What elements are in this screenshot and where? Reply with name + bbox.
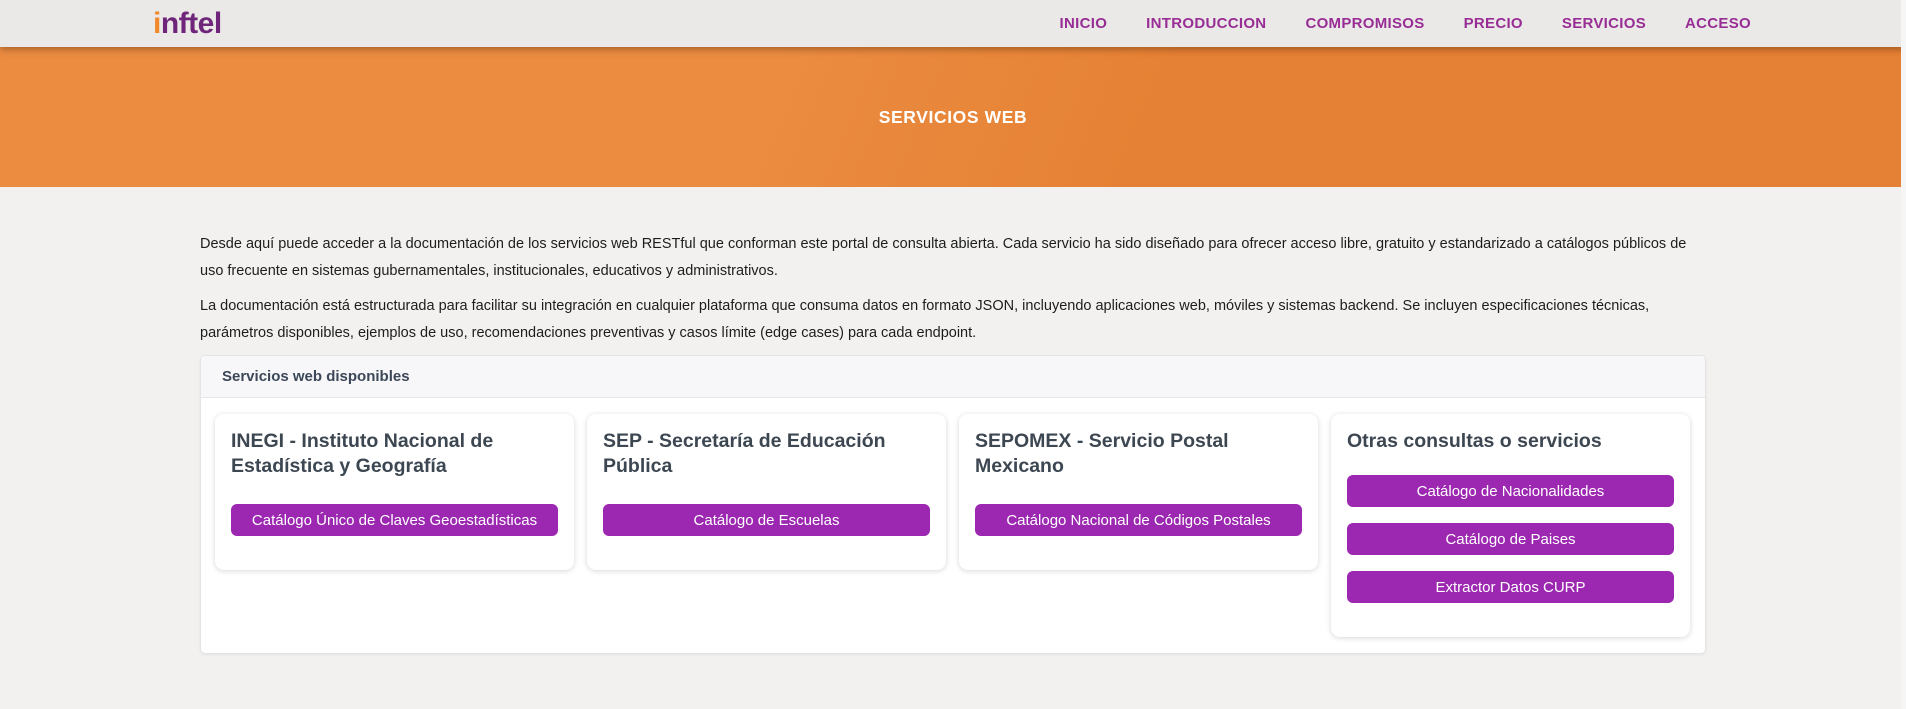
card-title-otros: Otras consultas o servicios <box>1347 430 1602 452</box>
main-nav <box>1060 15 1751 32</box>
nav-item-compromisos[interactable]: COMPROMISOS <box>1305 15 1425 32</box>
intro-paragraph-1: Desde aquí puede acceder a la documentación de los servicios web RESTful que conforman este portal de consulta abierta. Cada servicio ha sido diseñado para ofrecer acceso libre, gratuito y estandarizado a catálogos públicos de uso frecuente en sistemas gubernamentales, institucionales, educativos y administrativos. <box>200 236 1687 279</box>
nav-item-introduccion[interactable]: INTRODUCCION <box>1146 15 1267 32</box>
services-panel <box>200 355 1706 654</box>
card-title-sep: SEP - Secretaría de Educación Pública <box>603 430 886 477</box>
intro-paragraph-2: La documentación está estructurada para facilitar su integración en cualquier plataforma que consuma datos en formato JSON, incluyendo aplicaciones web, móviles y sistemas backend. Se incluyen especificaciones técnicas, parámetros disponibles, ejemplos de uso, recomendaciones preventivas y casos límite (edge cases) para cada endpoint. <box>200 298 1650 341</box>
catalogo-paises-button[interactable]: Catálogo de Paises <box>1347 523 1674 555</box>
brand-logo-rest: nftel <box>160 6 222 40</box>
catalogo-nacionalidades-button[interactable]: Catálogo de Nacionalidades <box>1347 475 1674 507</box>
hero-banner <box>0 47 1906 187</box>
service-card-sepomex <box>959 414 1318 570</box>
nav-item-acceso[interactable]: ACCESO <box>1685 15 1751 32</box>
card-title-sepomex: SEPOMEX - Servicio Postal Mexicano <box>975 430 1229 477</box>
nav-item-precio[interactable]: PRECIO <box>1463 15 1523 32</box>
catalogo-nacional-codigos-postales-button[interactable]: Catálogo Nacional de Códigos Postales <box>975 504 1302 536</box>
panel-header: Servicios web disponibles <box>201 356 1705 398</box>
brand-logo[interactable] <box>153 6 222 40</box>
hero-title: SERVICIOS WEB <box>878 106 1028 127</box>
catalogo-de-escuelas-button[interactable]: Catálogo de Escuelas <box>603 504 930 536</box>
extractor-datos-curp-button[interactable]: Extractor Datos CURP <box>1347 571 1674 603</box>
brand-logo-accent: i <box>153 6 161 40</box>
catalogo-unico-claves-geoestadisticas-button[interactable]: Catálogo Único de Claves Geoestadísticas <box>231 504 558 536</box>
navbar <box>0 0 1906 47</box>
service-card-otros <box>1331 414 1690 637</box>
scrollbar[interactable] <box>1901 0 1906 709</box>
nav-item-servicios[interactable]: SERVICIOS <box>1561 15 1647 32</box>
main-content <box>200 231 1706 654</box>
service-card-inegi <box>215 414 574 570</box>
card-title-inegi: INEGI - Instituto Nacional de Estadística y Geografía <box>231 430 494 477</box>
nav-item-inicio[interactable]: INICIO <box>1059 15 1108 32</box>
service-card-sep <box>587 414 946 570</box>
panel-body <box>201 398 1705 653</box>
